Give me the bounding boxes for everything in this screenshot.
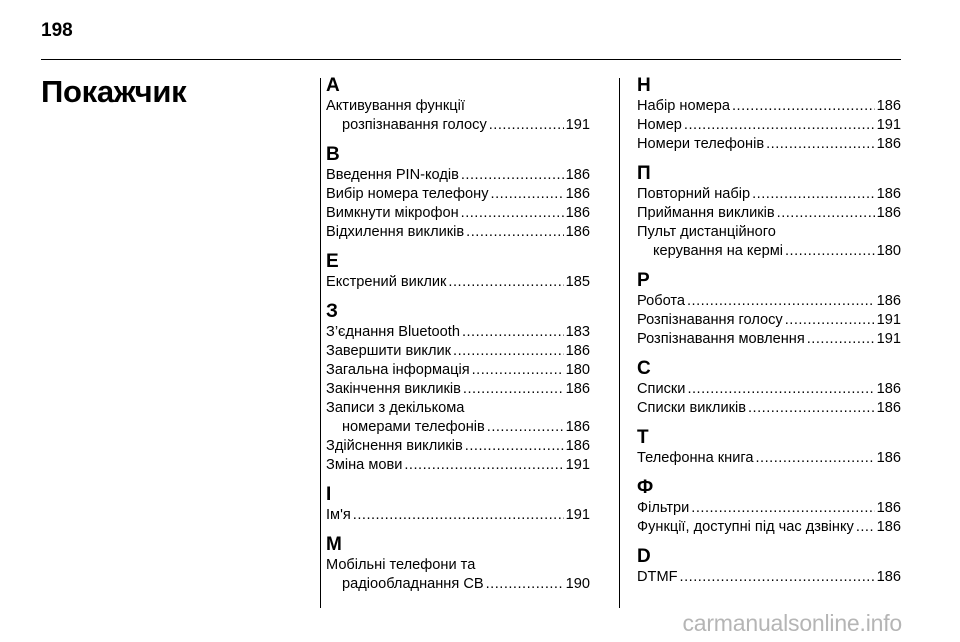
index-entry-term: Зміна мови bbox=[326, 457, 403, 473]
index-entry-term: керування на кермі bbox=[653, 243, 783, 259]
index-entry[interactable] bbox=[637, 242, 901, 261]
index-entry[interactable] bbox=[326, 223, 590, 242]
index-letter-heading: З bbox=[326, 301, 338, 322]
dot-leader bbox=[461, 204, 564, 223]
index-letter-heading: Е bbox=[326, 251, 339, 272]
index-entry[interactable] bbox=[326, 456, 590, 475]
index-entry[interactable] bbox=[637, 499, 901, 518]
index-entry-page: 186 bbox=[876, 500, 901, 516]
dot-leader bbox=[487, 418, 564, 437]
dot-leader bbox=[785, 311, 875, 330]
index-entry[interactable] bbox=[637, 135, 901, 154]
index-entry-term: Повторний набір bbox=[637, 186, 751, 202]
dot-leader bbox=[491, 185, 564, 204]
index-entry-page: 191 bbox=[565, 507, 590, 523]
index-entry-term: Приймання викликів bbox=[637, 205, 775, 221]
index-entry-page: 186 bbox=[565, 167, 590, 183]
index-entry[interactable] bbox=[637, 568, 901, 587]
dot-leader bbox=[691, 499, 874, 518]
dot-leader bbox=[486, 575, 564, 594]
index-entry-page: 186 bbox=[565, 419, 590, 435]
dot-leader bbox=[785, 242, 875, 261]
index-entry-term: Списки bbox=[637, 381, 686, 397]
index-letter-heading: В bbox=[326, 144, 340, 165]
index-entry-page: 186 bbox=[565, 381, 590, 397]
index-entry-term: Ім'я bbox=[326, 507, 351, 523]
index-entry-page: 186 bbox=[565, 438, 590, 454]
index-entry-term: Номери телефонів bbox=[637, 136, 765, 152]
dot-leader bbox=[448, 273, 563, 292]
dot-leader bbox=[732, 97, 875, 116]
dot-leader bbox=[489, 116, 564, 135]
index-entry[interactable] bbox=[637, 292, 901, 311]
index-entry-term: Здійснення викликів bbox=[326, 438, 463, 454]
index-entry-page: 191 bbox=[876, 312, 901, 328]
index-letter-heading: D bbox=[637, 546, 651, 567]
index-entry-page: 186 bbox=[876, 98, 901, 114]
dot-leader bbox=[461, 166, 564, 185]
index-entry-page: 186 bbox=[876, 186, 901, 202]
index-entry[interactable] bbox=[637, 116, 901, 135]
index-entry-text: Мобільні телефони та bbox=[326, 557, 476, 573]
index-entry-term: Закінчення викликів bbox=[326, 381, 461, 397]
index-entry-page: 186 bbox=[876, 569, 901, 585]
index-entry[interactable] bbox=[637, 311, 901, 330]
index-entry-term: DTMF bbox=[637, 569, 678, 585]
dot-leader bbox=[748, 399, 875, 418]
dot-leader bbox=[466, 223, 563, 242]
index-entry[interactable] bbox=[326, 380, 590, 399]
index-entry-term: Загальна інформація bbox=[326, 362, 470, 378]
dot-leader bbox=[777, 204, 875, 223]
index-entry-term: Відхилення викликів bbox=[326, 224, 465, 240]
index-entry-page: 186 bbox=[876, 519, 901, 535]
index-entry-page: 190 bbox=[565, 576, 590, 592]
index-entry-term: Списки викликів bbox=[637, 400, 746, 416]
index-entry-text: Активування функції bbox=[326, 98, 465, 114]
index-entry[interactable] bbox=[326, 204, 590, 223]
index-entry-text: Записи з декількома bbox=[326, 400, 465, 416]
dot-leader bbox=[687, 292, 875, 311]
index-entry-page: 191 bbox=[565, 457, 590, 473]
index-entry[interactable] bbox=[326, 323, 590, 342]
index-entry[interactable] bbox=[326, 575, 590, 594]
index-entry-page: 186 bbox=[876, 400, 901, 416]
index-entry-term: Розпізнавання мовлення bbox=[637, 331, 805, 347]
index-letter-heading: М bbox=[326, 534, 342, 555]
index-entry-page: 191 bbox=[565, 117, 590, 133]
index-entry-term: Функції, доступні під час дзвінку bbox=[637, 519, 854, 535]
dot-leader bbox=[462, 323, 564, 342]
index-entry-term: Вимкнути мікрофон bbox=[326, 205, 459, 221]
index-entry-page: 186 bbox=[565, 343, 590, 359]
index-entry-term: Фільтри bbox=[637, 500, 690, 516]
index-entry-page: 186 bbox=[876, 205, 901, 221]
index-entry[interactable] bbox=[326, 437, 590, 456]
index-entry-page: 183 bbox=[565, 324, 590, 340]
index-entry-page: 191 bbox=[876, 331, 901, 347]
index-entry-page: 186 bbox=[565, 186, 590, 202]
index-letter-heading: Н bbox=[637, 75, 651, 96]
index-entry-text: Пульт дистанційного bbox=[637, 224, 776, 240]
column-divider-right bbox=[619, 78, 620, 608]
dot-leader bbox=[756, 449, 875, 468]
index-entry-page: 191 bbox=[876, 117, 901, 133]
index-entry-page: 186 bbox=[876, 381, 901, 397]
dot-leader bbox=[404, 456, 563, 475]
index-entry-term: Розпізнавання голосу bbox=[637, 312, 783, 328]
index-entry-page: 180 bbox=[876, 243, 901, 259]
index-entry[interactable] bbox=[637, 518, 901, 537]
index-entry-page: 185 bbox=[565, 274, 590, 290]
index-entry-term: Вибір номера телефону bbox=[326, 186, 489, 202]
index-letter-heading: Р bbox=[637, 270, 650, 291]
index-entry-term: Введення PIN-кодів bbox=[326, 167, 459, 183]
index-letter-heading: П bbox=[637, 163, 651, 184]
index-entry[interactable] bbox=[326, 342, 590, 361]
index-entry-page: 186 bbox=[876, 136, 901, 152]
index-entry[interactable] bbox=[326, 506, 590, 525]
dot-leader bbox=[472, 361, 564, 380]
dot-leader bbox=[856, 518, 875, 537]
index-letter-heading: Ф bbox=[637, 477, 654, 498]
index-entry-term: Телефонна книга bbox=[637, 450, 754, 466]
index-entry[interactable] bbox=[326, 361, 590, 380]
index-entry[interactable] bbox=[637, 399, 901, 418]
watermark: carmanualsonline.info bbox=[682, 610, 902, 636]
page-number: 198 bbox=[41, 20, 73, 41]
index-entry[interactable] bbox=[637, 185, 901, 204]
index-column-2 bbox=[637, 75, 901, 587]
dot-leader bbox=[465, 437, 564, 456]
index-entry-term: розпізнавання голосу bbox=[342, 117, 487, 133]
index-entry-term: Екстрений виклик bbox=[326, 274, 447, 290]
index-entry-term: номерами телефонів bbox=[342, 419, 485, 435]
column-divider-left bbox=[320, 78, 321, 608]
index-title: Покажчик bbox=[41, 74, 187, 109]
header-rule bbox=[41, 59, 901, 60]
index-entry[interactable] bbox=[637, 97, 901, 116]
index-entry-term: Завершити виклик bbox=[326, 343, 452, 359]
index-entry[interactable] bbox=[637, 204, 901, 223]
index-entry[interactable] bbox=[326, 273, 590, 292]
dot-leader bbox=[807, 330, 875, 349]
index-entry-term: Робота bbox=[637, 293, 685, 309]
index-entry-term: Номер bbox=[637, 117, 682, 133]
index-entry-page: 186 bbox=[565, 205, 590, 221]
index-entry[interactable] bbox=[637, 449, 901, 468]
index-entry[interactable] bbox=[326, 418, 590, 437]
dot-leader bbox=[463, 380, 564, 399]
index-entry[interactable] bbox=[637, 330, 901, 349]
index-letter-heading: С bbox=[637, 358, 651, 379]
index-entry[interactable] bbox=[326, 185, 590, 204]
dot-leader bbox=[453, 342, 564, 361]
index-entry-term: Набір номера bbox=[637, 98, 730, 114]
dot-leader bbox=[752, 185, 875, 204]
index-entry[interactable] bbox=[326, 166, 590, 185]
index-entry[interactable] bbox=[326, 116, 590, 135]
index-letter-heading: І bbox=[326, 484, 332, 505]
index-entry-page: 180 bbox=[565, 362, 590, 378]
index-entry-page: 186 bbox=[565, 224, 590, 240]
index-entry-term: радіообладнання CB bbox=[342, 576, 484, 592]
index-entry-page: 186 bbox=[876, 450, 901, 466]
index-column-1 bbox=[326, 75, 590, 594]
index-entry-page: 186 bbox=[876, 293, 901, 309]
dot-leader bbox=[353, 506, 564, 525]
dot-leader bbox=[680, 568, 875, 587]
index-entry[interactable] bbox=[637, 380, 901, 399]
dot-leader bbox=[684, 116, 875, 135]
index-letter-heading: Т bbox=[637, 427, 649, 448]
dot-leader bbox=[687, 380, 874, 399]
index-entry-term: З’єднання Bluetooth bbox=[326, 324, 460, 340]
index-letter-heading: А bbox=[326, 75, 340, 96]
dot-leader bbox=[766, 135, 875, 154]
